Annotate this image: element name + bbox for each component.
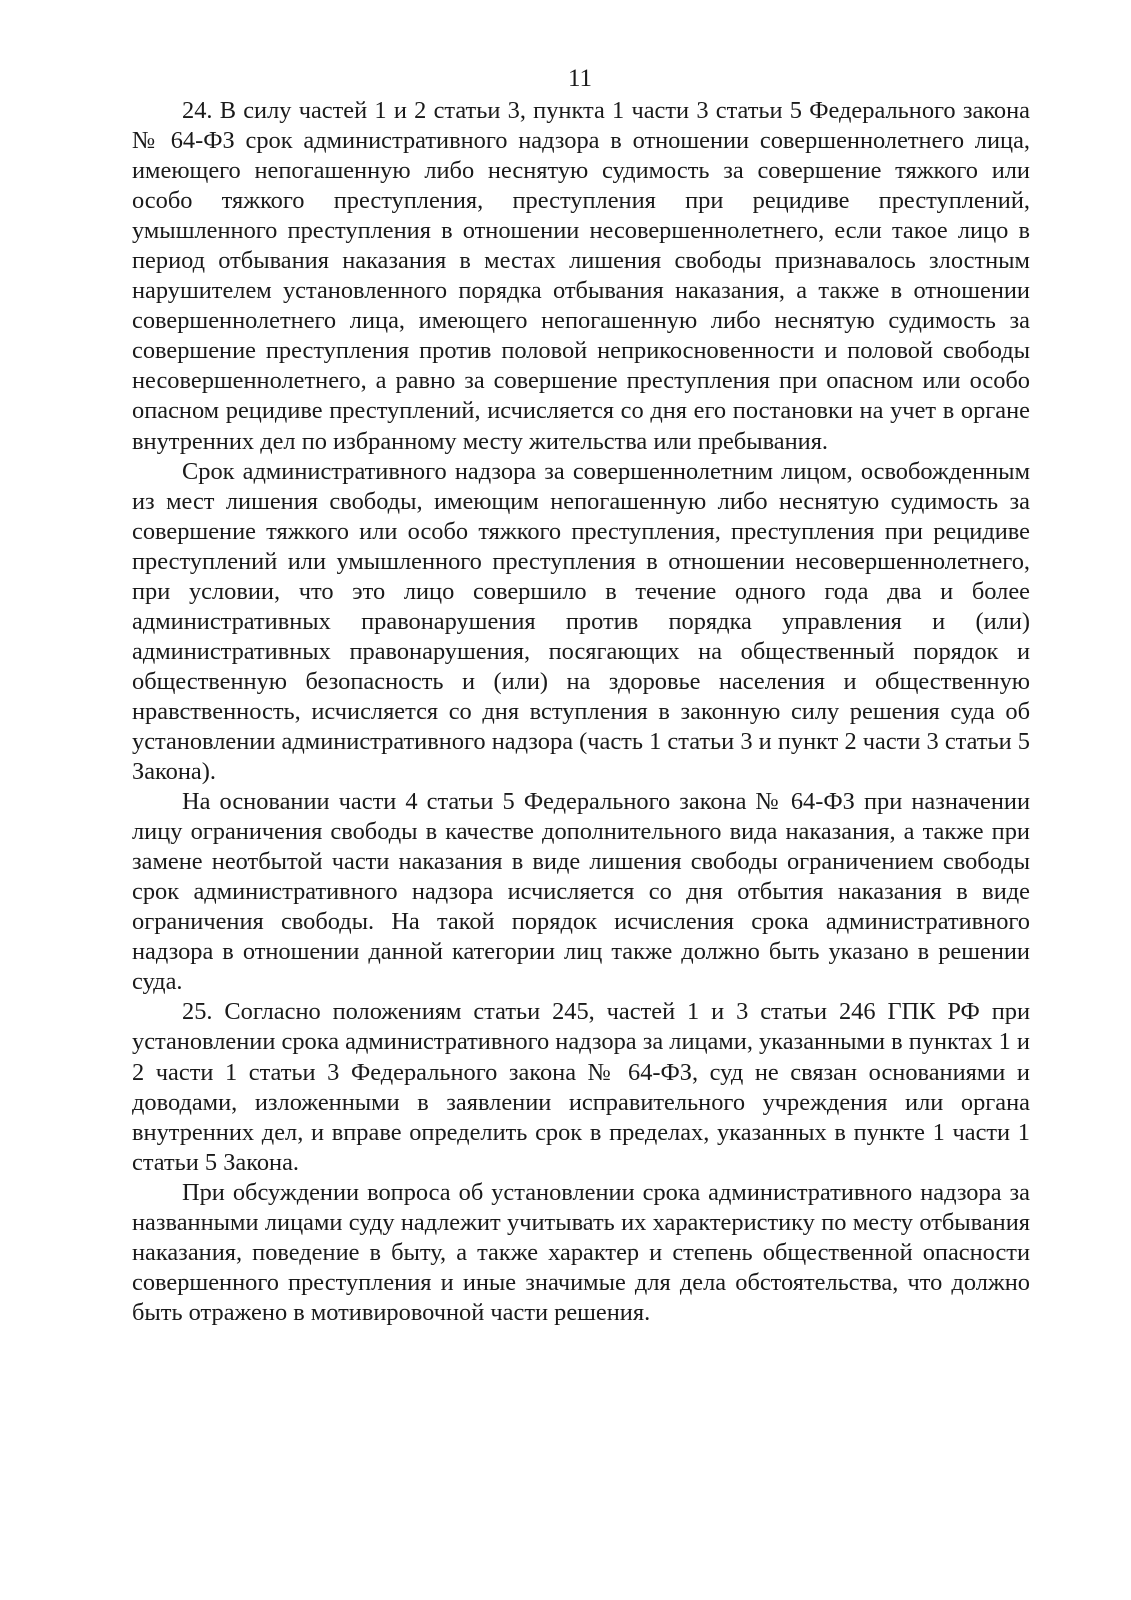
paragraph-restriction-of-liberty: На основании части 4 статьи 5 Федерального закона № 64-ФЗ при назначении лицу ограничения свободы в качестве дополнительного вида наказания, а также при замене неотбытой части наказания в виде лишения свободы ограничением свободы срок административного надзора исчисляется со дня отбытия наказания в виде ограничения свободы. На такой порядок исчисления срока административного надзора в отношении данной категории лиц также должно быть указано в решении суда.: [132, 788, 1030, 996]
paragraph-item-25: 25. Согласно положениям статьи 245, частей 1 и 3 статьи 246 ГПК РФ при установлении срока административного надзора за лицами, указанными в пунктах 1 и 2 части 1 статьи 3 Федерального закона № 64-ФЗ, суд не связан основаниями и доводами, изложенными в заявлении исправительного учреждения или органа внутренних дел, и вправе определить срок в пределах, указанных в пункте 1 части 1 статьи 5 Закона.: [132, 998, 1030, 1176]
page-number: 11: [567, 65, 593, 92]
paragraph-item-24: 24. В силу частей 1 и 2 статьи 3, пункта 1 части 3 статьи 5 Федерального закона № 64-ФЗ срок административного надзора в отношении совершеннолетнего лица, имеющего непогашенную либо неснятую судимость за совершение тяжкого или особо тяжкого преступления, преступления при рецидиве преступлений, умышленного преступления в отношении несовершеннолетнего, если такое лицо в период отбывания наказания в местах лишения свободы признавалось злостным нарушителем установленного порядка отбывания наказания, а также в отношении совершеннолетнего лица, имеющего непогашенную либо неснятую судимость за совершение преступления против половой неприкосновенности и половой свободы несовершеннолетнего, а равно за совершение преступления при опасном или особо опасном рецидиве преступлений, исчисляется со дня его постановки на учет в органе внутренних дел по избранному месту жительства или пребывания.: [132, 97, 1030, 455]
paragraph-court-considerations: При обсуждении вопроса об установлении срока административного надзора за названными лицами суду надлежит учитывать их характеристику по месту отбывания наказания, поведение в быту, а также характер и степень общественной опасности совершенного преступления и иные значимые для дела обстоятельства, что должно быть отражено в мотивировочной части решения.: [132, 1178, 1030, 1326]
paragraph-supervision-term-release: Срок административного надзора за совершеннолетним лицом, освобожденным из мест лишения свободы, имеющим непогашенную либо неснятую судимость за совершение тяжкого или особо тяжкого преступления, преступления при рецидиве преступлений или умышленного преступления в отношении несовершеннолетнего, при условии, что это лицо совершило в течение одного года два и более административных правонарушения против порядка управления и (или) административных правонарушения, посягающих на общественный порядок и общественную безопасность и (или) на здоровье населения и общественную нравственность, исчисляется со дня вступления в законную силу решения суда об установлении административного надзора (часть 1 статьи 3 и пункт 2 части 3 статьи 5 Закона).: [132, 457, 1030, 786]
document-body: [132, 96, 1030, 1328]
